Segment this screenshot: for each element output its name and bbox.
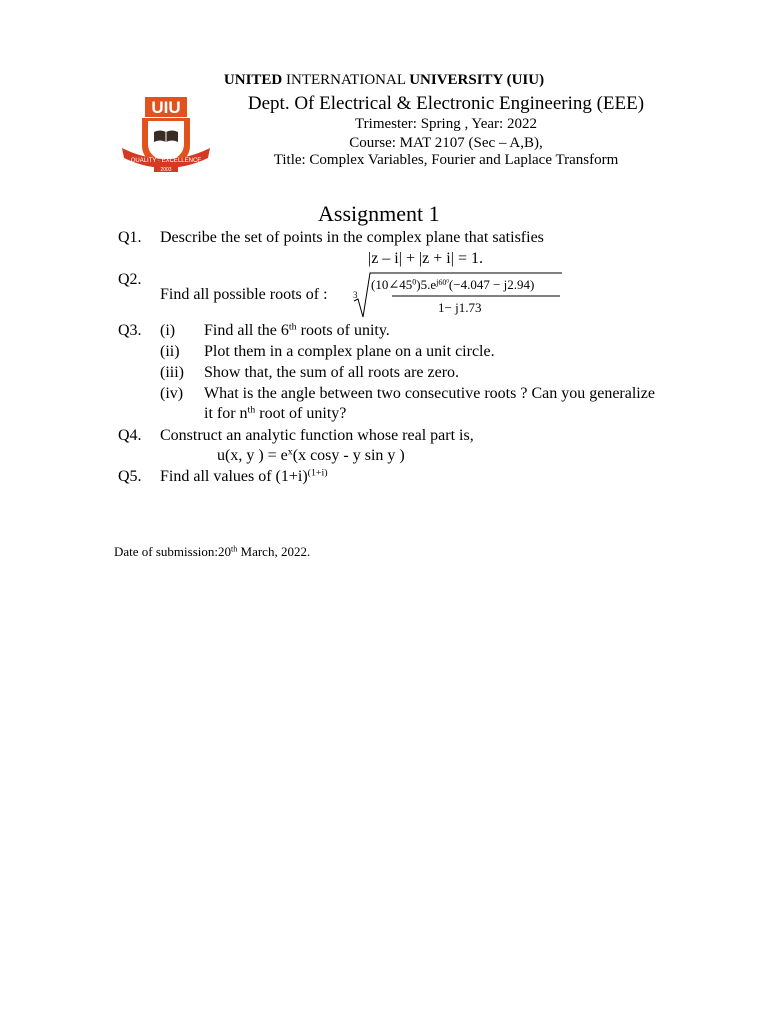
- q1-equation: |z – i| + |z + i| = 1.: [368, 250, 483, 267]
- assignment-title: Assignment 1: [318, 201, 440, 226]
- q2-root-index: 3: [353, 290, 358, 300]
- q1-text: Describe the set of points in the complex plane that satisfies: [160, 229, 544, 246]
- submission-date: Date of submission:20th March, 2022.: [114, 544, 311, 559]
- q3-ii-text: Plot them in a complex plane on a unit circle.: [204, 343, 495, 360]
- q2-numerator: $(10\angle 45^0)5.e^{j60^0}(-4.047 - j2.94)$: [371, 277, 535, 292]
- doc-title: Title: Complex Variables, Fourier and Laplace Transform: [273, 152, 619, 168]
- q2-denominator: 1− j1.73: [438, 300, 482, 315]
- logo-letters: UIU: [151, 98, 181, 117]
- q4-text: Construct an analytic function whose real part is,: [160, 427, 474, 444]
- logo-ribbon: QUALITY · EXCELLENCE: [130, 158, 202, 164]
- q5-text: Find all values of $(1+i)^{(1+i)}$: [160, 467, 328, 485]
- trimester: Trimester: Spring , Year: 2022: [355, 116, 537, 132]
- q1-number: Q1.: [118, 229, 142, 246]
- university-name: UNITED INTERNATIONAL UNIVERSITY (UIU): [223, 72, 545, 88]
- q3-iv-continuation: it for $n^{th}$ root of unity?: [204, 404, 347, 422]
- q2-text: Find all possible roots of :: [160, 286, 328, 303]
- q3-number: Q3.: [118, 322, 142, 339]
- q3-iii-label: (iii): [160, 364, 184, 381]
- q3-i-text: Find all the 6th roots of unity.: [204, 321, 390, 339]
- q4-number: Q4.: [118, 427, 142, 444]
- q3-iv-text: What is the angle between two consecutive roots ? Can you generalize: [204, 385, 655, 402]
- q3-iii-text: Show that, the sum of all roots are zero.: [204, 364, 460, 381]
- course: Course: MAT 2107 (Sec – A,B),: [349, 135, 543, 151]
- q4-equation: u(x, y ) = $e^x(x$ cosy - y sin y ): [217, 446, 405, 464]
- q3-i-label: (i): [160, 322, 176, 339]
- department: Dept. Of Electrical & Electronic Engineering (EEE): [247, 93, 645, 114]
- q3-ii-label: (ii): [160, 343, 180, 360]
- q2-number: Q2.: [118, 271, 142, 288]
- q5-number: Q5.: [118, 468, 142, 485]
- q3-iv-label: (iv): [160, 385, 184, 402]
- logo-seal: 2003: [160, 167, 172, 173]
